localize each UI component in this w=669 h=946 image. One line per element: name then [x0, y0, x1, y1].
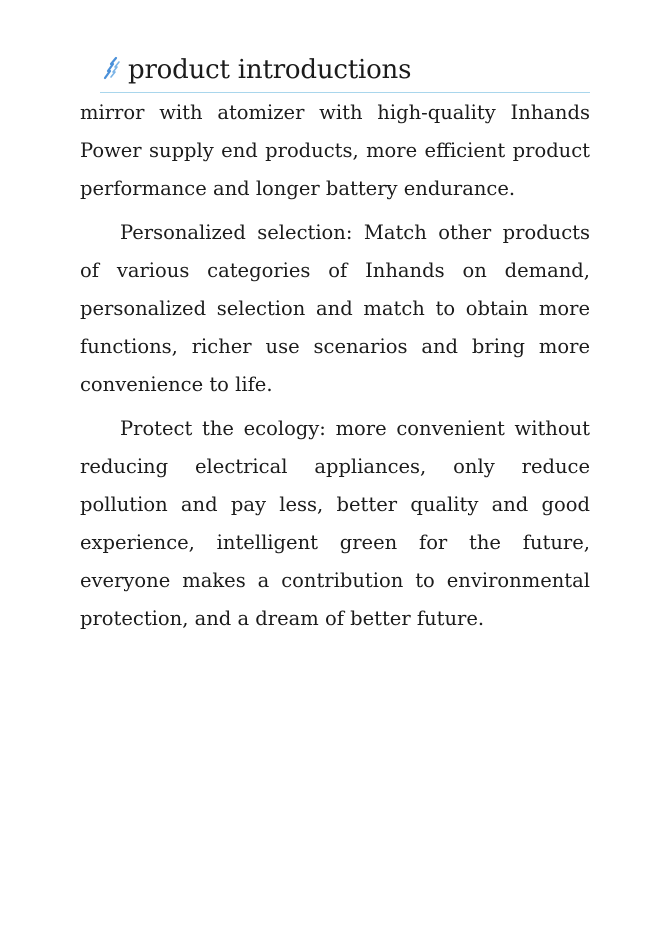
section-header [100, 50, 590, 93]
body-text [80, 94, 590, 644]
paragraph-personalized-selection: Personalized selection: Match other products of various categories of Inhands on demand, personalized selection and match to obtain more functions, richer use scenarios and bring more convenience to life. [80, 221, 590, 396]
section-title: product introductions [128, 55, 412, 85]
paragraph-protect-ecology: Protect the ecology: more convenient without reducing electrical appliances, only reduce pollution and pay less, better quality and good experience, intelligent green for the future, everyone makes a contribution to environmental protection, and a dream of better future. [80, 417, 590, 630]
paragraph-continued: mirror with atomizer with high-quality Inhands Power supply end products, more efficient product performance and longer battery endurance. [80, 101, 590, 200]
lightning-bolt-icon [103, 56, 123, 80]
